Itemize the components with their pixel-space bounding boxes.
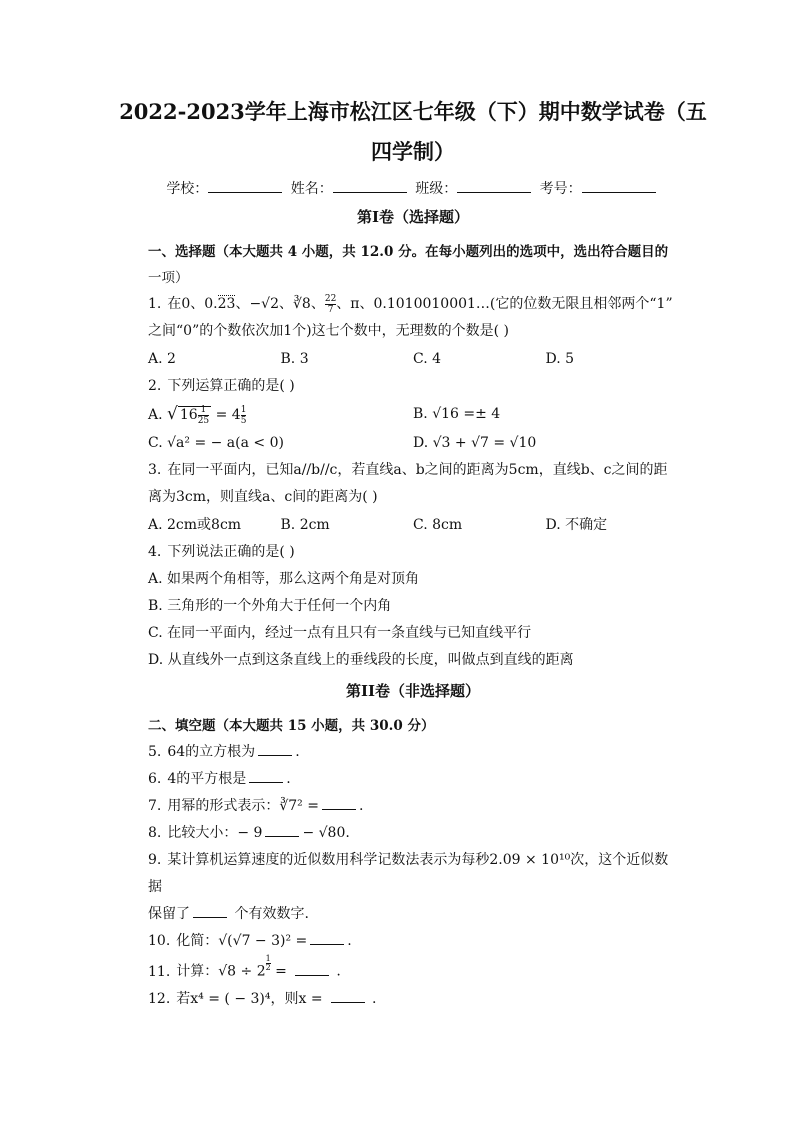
fraction-numerator: 22 xyxy=(324,293,337,304)
option-a[interactable]: A. 如果两个角相等，那么这两个角是对顶角 xyxy=(148,571,420,587)
option-text: = 4 xyxy=(215,407,241,423)
mixed-integer: 16 xyxy=(179,407,198,423)
volume-2-title: 第II卷（非选择题） xyxy=(345,682,481,700)
question-text-line-2: 离为3cm，则直线a、c间的距离为( ) xyxy=(148,489,378,505)
section-1-title: 一、选择题（本大题共 4 小题，共 12.0 分。在每小题列出的选项中，选出符合题目的 xyxy=(148,244,669,260)
question-text: 保留了 xyxy=(148,906,190,922)
option-a[interactable]: A. 2cm或8cm xyxy=(148,517,242,533)
question-2 xyxy=(148,373,678,400)
answer-blank[interactable] xyxy=(310,931,344,945)
question-number: 5. xyxy=(148,744,162,760)
question-12 xyxy=(148,986,678,1013)
school-blank[interactable] xyxy=(208,178,282,193)
question-number: 3. xyxy=(148,462,162,478)
title-line-1: 2022-2023学年上海市松江区七年级（下）期中数学试卷（五 xyxy=(119,99,707,124)
question-text: 在0、0. xyxy=(167,296,218,312)
exam-no-blank[interactable] xyxy=(582,178,656,193)
question-number: 1. xyxy=(148,296,162,312)
question-8 xyxy=(148,820,678,847)
question-number: 12. xyxy=(148,990,171,1007)
option-d[interactable]: D. 从直线外一点到这条直线上的垂线段的长度，叫做点到直线的距离 xyxy=(148,652,574,668)
fraction xyxy=(241,405,247,426)
fraction-numerator: 1 xyxy=(198,405,209,416)
option-a[interactable]: A. 2 xyxy=(148,351,176,367)
option-b[interactable]: B. 2cm xyxy=(280,517,330,533)
question-text: 化简：√(√7 − 3)² = xyxy=(176,933,308,949)
question-3 xyxy=(148,457,678,511)
section-2-title: 二、填空题（本大题共 15 小题，共 30.0 分） xyxy=(148,718,435,734)
question-text: 个有效数字. xyxy=(230,906,309,922)
question-text: . xyxy=(331,963,341,980)
fraction-denominator: 7 xyxy=(327,304,334,315)
question-text: 若x⁴ = ( − 3)⁴，则x = xyxy=(176,990,323,1007)
name-blank[interactable] xyxy=(333,178,407,193)
question-text: = xyxy=(270,963,287,980)
fraction-denominator: 5 xyxy=(240,415,247,426)
exam-title xyxy=(108,92,718,172)
exam-no-label: 考号： xyxy=(539,181,582,197)
question-text: 比较大小：− 9 xyxy=(167,825,263,841)
question-text: 、π、0.1010010001…(它的位数无限且相邻两个“1” xyxy=(336,296,673,312)
question-number: 2. xyxy=(148,378,162,394)
answer-blank[interactable] xyxy=(258,742,292,756)
question-text: 64的立方根为 xyxy=(167,744,256,760)
question-text: 在同一平面内，已知a//b//c，若直线a、b之间的距离为5cm，直线b、c之间的距 xyxy=(167,462,668,478)
class-label: 班级： xyxy=(415,181,458,197)
question-text: . xyxy=(347,933,352,949)
question-text: − √80. xyxy=(302,825,350,841)
answer-blank[interactable] xyxy=(193,904,227,918)
question-number: 11. xyxy=(148,963,171,980)
question-6 xyxy=(148,766,678,793)
question-text: 4的平方根是 xyxy=(167,771,247,787)
answer-blank[interactable] xyxy=(265,823,299,837)
option-c[interactable]: C. 在同一平面内，经过一点有且只有一条直线与已知直线平行 xyxy=(148,625,532,641)
question-10 xyxy=(148,928,678,955)
option-b[interactable]: B. 三角形的一个外角大于任何一个内角 xyxy=(148,598,392,614)
question-text: 、−√2、∛8、 xyxy=(235,296,325,312)
question-number: 9. xyxy=(148,852,162,868)
option-c[interactable]: C. √a² = − a(a < 0) xyxy=(148,435,284,451)
student-info-line xyxy=(148,178,678,198)
question-text: 用幂的形式表示：∛7² = xyxy=(167,798,319,814)
section-2-heading xyxy=(148,713,678,739)
fraction-numerator: 1 xyxy=(240,404,247,415)
fraction xyxy=(325,294,336,315)
option-label: A. xyxy=(148,407,163,423)
class-blank[interactable] xyxy=(457,178,531,193)
question-text: . xyxy=(358,798,364,814)
repeating-decimal: 23 xyxy=(217,296,236,312)
option-d[interactable]: D. 5 xyxy=(545,351,575,367)
question-3-options xyxy=(148,511,678,539)
option-b[interactable]: B. √16 =± 4 xyxy=(413,406,501,422)
answer-blank[interactable] xyxy=(249,769,283,783)
section-1-title-cont: 一项） xyxy=(148,270,189,286)
question-text: 下列运算正确的是( ) xyxy=(167,378,295,394)
section-1-heading xyxy=(148,239,678,291)
question-9 xyxy=(148,847,678,928)
question-5 xyxy=(148,739,678,766)
option-c[interactable]: C. 8cm xyxy=(413,517,463,533)
answer-blank[interactable] xyxy=(331,989,365,1003)
question-4 xyxy=(148,539,678,566)
question-text-line-2: 之间“0”的个数依次加1个)这七个数中，无理数的个数是( ) xyxy=(148,323,509,339)
question-text: 计算：√8 ÷ 2 xyxy=(176,963,266,980)
question-text: . xyxy=(295,744,300,760)
question-number: 4. xyxy=(148,544,162,560)
question-2-options-row-2 xyxy=(148,429,678,457)
question-2-options-row-1 xyxy=(148,400,678,429)
question-text: . xyxy=(286,771,291,787)
fraction xyxy=(198,405,209,426)
name-label: 姓名： xyxy=(290,181,333,197)
option-d[interactable]: D. √3 + √7 = √10 xyxy=(413,435,537,451)
question-number: 8. xyxy=(148,825,162,841)
fraction-numerator: 1 xyxy=(265,954,271,963)
question-7 xyxy=(148,793,678,820)
question-number: 10. xyxy=(148,933,171,949)
sqrt-radicand xyxy=(178,404,211,426)
fraction-denominator: 25 xyxy=(197,415,210,426)
question-text: 下列说法正确的是( ) xyxy=(167,544,295,560)
question-1-options xyxy=(148,345,678,373)
volume-1-title: 第I卷（选择题） xyxy=(356,208,470,226)
option-a[interactable] xyxy=(148,400,413,429)
school-label: 学校： xyxy=(166,181,209,197)
option-c[interactable]: C. 4 xyxy=(413,351,442,367)
question-1 xyxy=(148,291,678,345)
question-text: . xyxy=(367,990,377,1007)
title-line-2: 四学制） xyxy=(371,139,455,164)
option-b[interactable]: B. 3 xyxy=(280,351,309,367)
option-d[interactable]: D. 不确定 xyxy=(545,517,608,533)
sqrt-sign: √ xyxy=(167,404,178,424)
question-text: 某计算机运算速度的近似数用科学记数法表示为每秒2.09 × 10¹⁰次，这个近似数据 xyxy=(148,852,669,895)
question-11 xyxy=(148,955,678,986)
answer-blank[interactable] xyxy=(322,796,356,810)
question-number: 7. xyxy=(148,798,162,814)
question-number: 6. xyxy=(148,771,162,787)
answer-blank[interactable] xyxy=(295,962,329,976)
fraction-denominator: 2 xyxy=(265,963,271,972)
